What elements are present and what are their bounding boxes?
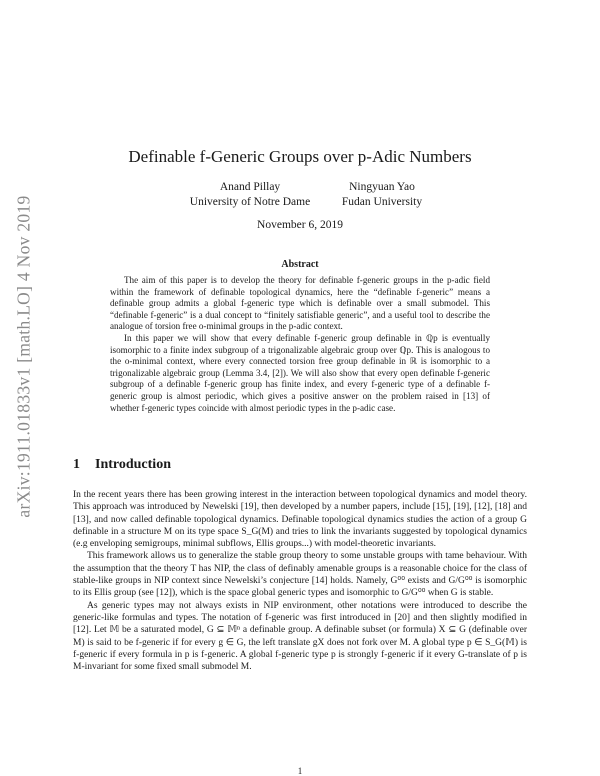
abstract-paragraph: The aim of this paper is to develop the theory for definable f-generic groups in the p-adic field within the framework of definable topological dynamics, here the “definable f-generic” means a definable group admits a global f-generic type which is definable over a small submodel. This “definable f-generic” is a dual concept to “finitely satisfiable generic”, and a useful tool to describe the analogue of torsion free o-minimal groups in the p-adic context.	[110, 275, 490, 332]
paper-title: Definable f-Generic Groups over p-Adic Numbers	[128, 147, 472, 166]
author-affiliation: Fudan University	[341, 196, 423, 208]
author-1	[180, 180, 320, 210]
author-name: Ningyuan Yao	[349, 181, 415, 193]
section-number: 1	[73, 457, 80, 472]
abstract-paragraph: In this paper we will show that every definable f-generic group definable in ℚp is eventually isomorphic to a finite index subgroup of a trigonalizable algebraic group over ℚp. This is analogous to the o-minimal context, where every connected torsion free group definable in ℝ is isomorphic to a trigonalizable algebraic group (Lemma 3.4, [2]). We will also show that every open definable f-generic subgroup of a definable f-generic group has finite index, and every f-generic type of a definable f-generic group is almost periodic, which gives a positive answer on the problem raised in [13] of whether f-generic types coincide with almost periodic types in the p-adic case.	[110, 332, 490, 413]
arxiv-identifier: arXiv:1911.01833v1 [math.LO] 4 Nov 2019	[13, 194, 34, 518]
introduction-body	[73, 489, 527, 673]
page-number: 1	[297, 766, 303, 776]
author-affiliation: University of Notre Dame	[189, 196, 311, 208]
section-heading	[73, 457, 171, 473]
author-2	[312, 180, 452, 210]
abstract-heading: Abstract	[281, 259, 319, 270]
author-name: Anand Pillay	[219, 181, 281, 193]
abstract-body	[110, 275, 490, 414]
intro-paragraph: In the recent years there has been growing interest in the interaction between topological dynamics and model theory. This approach was introduced by Newelski [19], then developed by a number papers, include [15], [19], [12], [18] and [13], and now called definable topological dynamics. Definable topological dynamics studies the action of a group G definable in a structure M on its type space S_G(M) and tries to link the invariants suggested by topological dynamics (e.g enveloping semigroups, minimal subflows, Ellis groups...) with model-theoretic invariants.	[73, 490, 527, 550]
paper-date: November 6, 2019	[257, 219, 343, 231]
intro-paragraph: This framework allows us to generalize the stable group theory to some unstable groups with tame behaviour. With the assumption that the theory T has NIP, the class of definably amenable groups is a reasonable choice for the class of stable-like groups in NIP context since Newelski’s conjecture [14] holds. Namely, G⁰⁰ exists and G/G⁰⁰ is isomorphic to its Ellis group (see [12]), which is the space global generic types and isomorphic to G/G⁰⁰ when G is stable.	[73, 551, 527, 599]
intro-paragraph: As generic types may not always exists in NIP environment, other notations were introduced to describe the generic-like formulas and types. The notation of f-generic was first introduced in [20] and then slightly modified in [12]. Let 𝕄 be a saturated model, G ⊆ 𝕄ⁿ a definable group. A definable subset (or formula) X ⊆ G (definable over M) is said to be f-generic if for every g ∈ G, the left translate gX does not fork over M. A global type p ∈ S_G(𝕄) is f-generic if every formula in p is f-generic. A global f-generic type p is strongly f-generic if it every G-translate of p is M-invariant for some fixed small submodel M.	[73, 600, 527, 673]
section-title: Introduction	[95, 457, 171, 472]
